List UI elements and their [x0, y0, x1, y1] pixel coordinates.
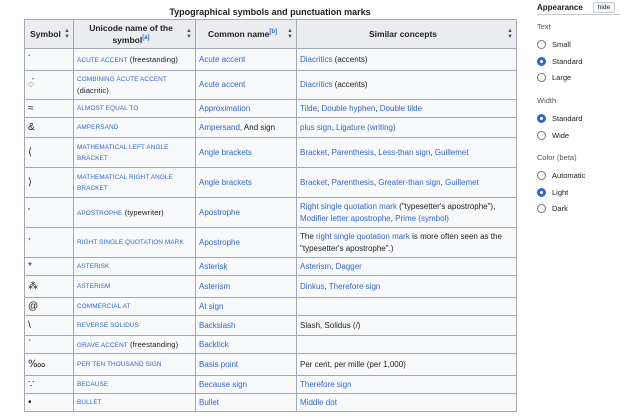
table-row [25, 336, 517, 354]
common-name-cell [196, 376, 297, 394]
common-name-link[interactable]: Approximation [199, 103, 251, 113]
appearance-title: Appearance [537, 3, 583, 12]
similar-concept-link[interactable]: Asterism [300, 261, 332, 271]
similar-concept-link[interactable]: Therefore sign [328, 281, 381, 291]
appearance-option[interactable] [537, 171, 585, 180]
common-name-cell [196, 336, 297, 354]
common-name-cell [196, 168, 297, 198]
common-name-link[interactable]: Because sign [199, 379, 248, 389]
common-name-link[interactable]: Asterism [199, 281, 231, 291]
symbol-cell: @ [25, 298, 74, 316]
common-name-cell [196, 276, 297, 298]
similar-concepts-cell [297, 198, 517, 228]
appearance-option[interactable] [537, 188, 568, 197]
symbol-cell: ∵ [25, 376, 74, 394]
similar-concept-link[interactable]: right single quotation mark [316, 231, 410, 241]
symbol-cell: ≈ [25, 100, 74, 118]
common-name-link[interactable]: Angle brackets [199, 147, 252, 157]
common-name-cell [196, 298, 297, 316]
unicode-name-cell [74, 316, 196, 336]
table-row [25, 354, 517, 376]
appearance-option-label: Small [552, 40, 571, 49]
similar-concept-text: , [375, 103, 380, 113]
similar-concept-text: , [373, 177, 379, 187]
common-name-cell [196, 118, 297, 138]
unicode-name-link[interactable]: ASTERISK [77, 263, 110, 270]
header-symbol-label: Symbol [30, 29, 61, 39]
appearance-option[interactable] [537, 57, 582, 66]
unicode-name-link[interactable]: ASTERISM [77, 283, 111, 290]
similar-concept-text: (accents) [332, 54, 368, 64]
table-row [25, 168, 517, 198]
sort-arrows-icon[interactable]: ▲ ▼ [64, 28, 70, 40]
symbol-cell: & [25, 118, 74, 138]
appearance-option-label: Standard [552, 56, 583, 66]
unicode-name-link[interactable]: GRAVE ACCENT [77, 341, 128, 349]
similar-concept-link[interactable]: Bracket [300, 147, 328, 157]
similar-concepts-cell [297, 49, 517, 71]
similar-concept-text: , [430, 147, 435, 157]
unicode-name-link[interactable]: COMMERCIAL AT [77, 303, 131, 310]
table-row [25, 258, 517, 276]
unicode-name-note: (freestanding) [127, 339, 179, 349]
similar-concepts-cell [297, 394, 517, 412]
unicode-name-link[interactable]: PER TEN THOUSAND SIGN [77, 361, 162, 368]
unicode-name-cell [74, 258, 196, 276]
similar-concept-link[interactable]: plus sign [300, 122, 332, 132]
table-row [25, 276, 517, 298]
radio-unselected-icon[interactable] [537, 40, 546, 49]
unicode-name-cell [74, 198, 196, 228]
similar-concept-link[interactable]: Parenthesis [331, 147, 374, 157]
similar-concept-link[interactable]: Therefore sign [300, 379, 352, 389]
table-caption: Typographical symbols and punctuation marks [169, 7, 371, 17]
similar-concept-text: Per cent, per mille (per 1,000) [300, 359, 406, 369]
sort-arrows-icon[interactable]: ▲ ▼ [186, 28, 192, 40]
table-body [25, 49, 517, 412]
unicode-name-cell [74, 49, 196, 71]
similar-concept-text: , [440, 177, 445, 187]
similar-concept-link[interactable]: Guillemet [445, 177, 479, 187]
header-unicode-name[interactable] [74, 20, 196, 49]
header-common-name[interactable] [196, 20, 297, 49]
common-name-link[interactable]: Apostrophe [199, 237, 240, 247]
common-name-cell [196, 71, 297, 100]
similar-concepts-cell [297, 100, 517, 118]
similar-concepts-cell [297, 276, 517, 298]
common-name-link[interactable]: Ampersand [199, 122, 240, 132]
table-row [25, 376, 517, 394]
common-name-link[interactable]: Apostrophe [199, 207, 240, 217]
similar-concepts-cell [297, 228, 517, 258]
radio-selected-icon[interactable] [537, 188, 546, 197]
radio-selected-icon[interactable] [537, 114, 546, 123]
unicode-name-link[interactable]: RIGHT SINGLE QUOTATION MARK [77, 239, 184, 246]
appearance-option-label: Light [552, 187, 569, 197]
similar-concept-text: The [300, 231, 317, 241]
common-name-link[interactable]: Backslash [199, 320, 236, 330]
unicode-name-link[interactable]: MATHEMATICAL RIGHT ANGLE BRACKET [77, 173, 173, 192]
appearance-option-label: Standard [552, 114, 583, 123]
radio-unselected-icon[interactable] [537, 204, 546, 213]
radio-unselected-icon[interactable] [537, 171, 546, 180]
symbol-cell: ⟨ [25, 138, 74, 168]
similar-concept-text: , [331, 261, 336, 271]
table-row [25, 228, 517, 258]
symbol-cell: ` [25, 336, 74, 354]
unicode-name-link[interactable]: REVERSE SOLIDUS [77, 322, 139, 329]
similar-concepts-cell [297, 168, 517, 198]
similar-concept-link[interactable]: Prime (symbol) [395, 213, 449, 223]
appearance-option-label: Dark [552, 204, 568, 213]
footnote-b-link[interactable]: [b] [269, 29, 278, 36]
unicode-name-cell [74, 376, 196, 394]
unicode-name-cell [74, 228, 196, 258]
similar-concept-text: (accents) [332, 80, 368, 89]
similar-concepts-cell [297, 71, 517, 100]
appearance-option-label: Wide [552, 130, 570, 140]
common-name-cell [196, 354, 297, 376]
similar-concept-link[interactable]: Bracket [300, 177, 328, 187]
common-name-cell [196, 138, 297, 168]
unicode-name-cell [74, 336, 196, 354]
header-unicode-label: Unicode name of the symbol [89, 23, 173, 45]
appearance-option[interactable] [537, 73, 571, 82]
unicode-name-link[interactable]: AMPERSAND [77, 124, 119, 131]
similar-concept-link[interactable]: Greater-than sign [378, 177, 441, 187]
common-name-link[interactable]: Acute accent [199, 80, 246, 89]
symbol-cell: ’ [25, 228, 74, 258]
unicode-name-link[interactable]: COMBINING ACUTE ACCENT [77, 76, 167, 83]
unicode-name-link[interactable]: ACUTE ACCENT [77, 56, 128, 64]
similar-concepts-cell [297, 138, 517, 168]
similar-concepts-cell [297, 354, 517, 376]
appearance-option-label: Automatic [552, 171, 586, 180]
header-similar-concepts[interactable] [297, 20, 517, 49]
appearance-header [537, 2, 615, 13]
common-name-link[interactable]: Basis point [199, 359, 239, 369]
unicode-name-cell [74, 71, 196, 100]
similar-concept-link[interactable]: Guillemet [434, 147, 469, 157]
common-name-note: , And sign [239, 122, 276, 132]
similar-concepts-cell [297, 118, 517, 138]
unicode-name-cell [74, 394, 196, 412]
similar-concept-text: , [317, 103, 322, 113]
similar-concept-text: , [327, 177, 332, 187]
common-name-cell [196, 394, 297, 412]
radio-selected-icon[interactable] [537, 57, 546, 66]
table-row [25, 138, 517, 168]
symbol-cell: ⟩ [25, 168, 74, 198]
similar-concept-text: , [324, 281, 329, 291]
appearance-panel [534, 0, 624, 420]
similar-concept-link[interactable]: Dagger [335, 261, 362, 271]
similar-concept-text: ("typesetter's apostrophe"), [396, 201, 496, 211]
similar-concept-link[interactable]: Middle dot [300, 397, 337, 407]
similar-concept-text: , [390, 213, 396, 223]
symbol-cell: * [25, 258, 74, 276]
similar-concept-link[interactable]: Double hyphen [321, 103, 376, 113]
sort-arrows-icon[interactable]: ▲ ▼ [287, 28, 293, 40]
unicode-name-link[interactable]: APOSTROPHE [77, 209, 123, 217]
appearance-option[interactable] [537, 204, 568, 213]
common-name-cell [196, 258, 297, 276]
similar-concept-link[interactable]: Modifier letter apostrophe [300, 213, 391, 223]
common-name-link[interactable]: Acute accent [199, 54, 246, 64]
table-row [25, 118, 517, 138]
table-row [25, 71, 517, 100]
common-name-cell [196, 100, 297, 118]
table-row [25, 198, 517, 228]
hide-button[interactable]: hide [593, 2, 615, 13]
similar-concept-link[interactable]: Right single quotation mark [300, 201, 397, 211]
similar-concept-text: , [327, 147, 332, 157]
similar-concepts-cell [297, 376, 517, 394]
common-name-link[interactable]: Bullet [199, 397, 220, 407]
unicode-name-cell [74, 168, 196, 198]
appearance-group-label: Width [537, 96, 557, 105]
similar-concept-link[interactable]: Diacritics [300, 80, 333, 89]
symbol-cell: • [25, 394, 74, 412]
unicode-name-cell [74, 276, 196, 298]
table-row [25, 394, 517, 412]
unicode-name-cell [74, 100, 196, 118]
similar-concept-link[interactable]: Diacritics [300, 54, 333, 64]
similar-concepts-cell [297, 336, 517, 354]
footnote-a-link[interactable]: [a] [142, 35, 150, 42]
table-row [25, 298, 517, 316]
similar-concept-text: Slash, Solidus (/) [300, 320, 361, 330]
symbol-cell: ' [25, 198, 74, 228]
unicode-name-note: (diacritic) [77, 86, 109, 95]
panel-divider [537, 14, 620, 15]
table-row [25, 49, 517, 71]
unicode-name-cell [74, 138, 196, 168]
common-name-cell [196, 49, 297, 71]
unicode-name-cell [74, 118, 196, 138]
header-similar-label: Similar concepts [368, 29, 438, 39]
common-name-link[interactable]: Asterisk [199, 261, 228, 271]
common-name-cell [196, 198, 297, 228]
similar-concept-link[interactable]: Less-than sign [378, 147, 431, 157]
common-name-link[interactable]: Backtick [199, 339, 229, 349]
appearance-option[interactable] [537, 114, 582, 123]
similar-concept-link[interactable]: Parenthesis [331, 177, 374, 187]
common-name-link[interactable]: Angle brackets [199, 177, 252, 187]
unicode-name-cell [74, 298, 196, 316]
similar-concept-link[interactable]: Ligature (writing) [336, 122, 396, 132]
unicode-name-link[interactable]: BECAUSE [77, 381, 109, 388]
unicode-name-note: (freestanding) [127, 54, 179, 64]
unicode-name-cell [74, 354, 196, 376]
appearance-group-label: Text [537, 22, 551, 31]
similar-concepts-cell [297, 298, 517, 316]
unicode-name-link[interactable]: MATHEMATICAL LEFT ANGLE BRACKET [77, 143, 169, 162]
symbols-table [24, 19, 517, 412]
similar-concept-link[interactable]: Tilde [300, 103, 318, 113]
unicode-name-link[interactable]: BULLET [77, 399, 102, 406]
common-name-cell [196, 316, 297, 336]
similar-concept-link[interactable]: Dinkus [300, 281, 325, 291]
appearance-option[interactable] [537, 131, 569, 140]
appearance-option[interactable] [537, 40, 571, 49]
similar-concepts-cell [297, 316, 517, 336]
table-row [25, 100, 517, 118]
symbol-cell: ´ [25, 49, 74, 71]
symbol-cell: \ [25, 316, 74, 336]
header-common-label: Common name [207, 29, 270, 39]
unicode-name-link[interactable]: ALMOST EQUAL TO [77, 105, 139, 112]
similar-concept-text: , [331, 122, 337, 132]
radio-unselected-icon[interactable] [537, 131, 546, 140]
common-name-link[interactable]: At sign [199, 301, 224, 311]
unicode-name-note: (typewriter) [122, 207, 164, 217]
appearance-option-label: Large [552, 73, 572, 82]
similar-concept-text: , [373, 147, 379, 157]
symbol-cell: ◌́ [25, 71, 74, 100]
similar-concept-text: is more often seen as the "typesetter's apostrophe".) [300, 231, 502, 253]
radio-unselected-icon[interactable] [537, 73, 546, 82]
table-row [25, 316, 517, 336]
similar-concepts-cell [297, 258, 517, 276]
header-symbol[interactable] [25, 20, 74, 49]
sort-arrows-icon[interactable]: ▲ ▼ [507, 28, 513, 40]
symbol-cell: ‱ [25, 354, 74, 376]
similar-concept-link[interactable]: Double tilde [379, 103, 423, 113]
symbol-cell: ⁂ [25, 276, 74, 298]
table-header-row [25, 20, 517, 49]
common-name-cell [196, 228, 297, 258]
appearance-group-label: Color (beta) [537, 153, 577, 162]
